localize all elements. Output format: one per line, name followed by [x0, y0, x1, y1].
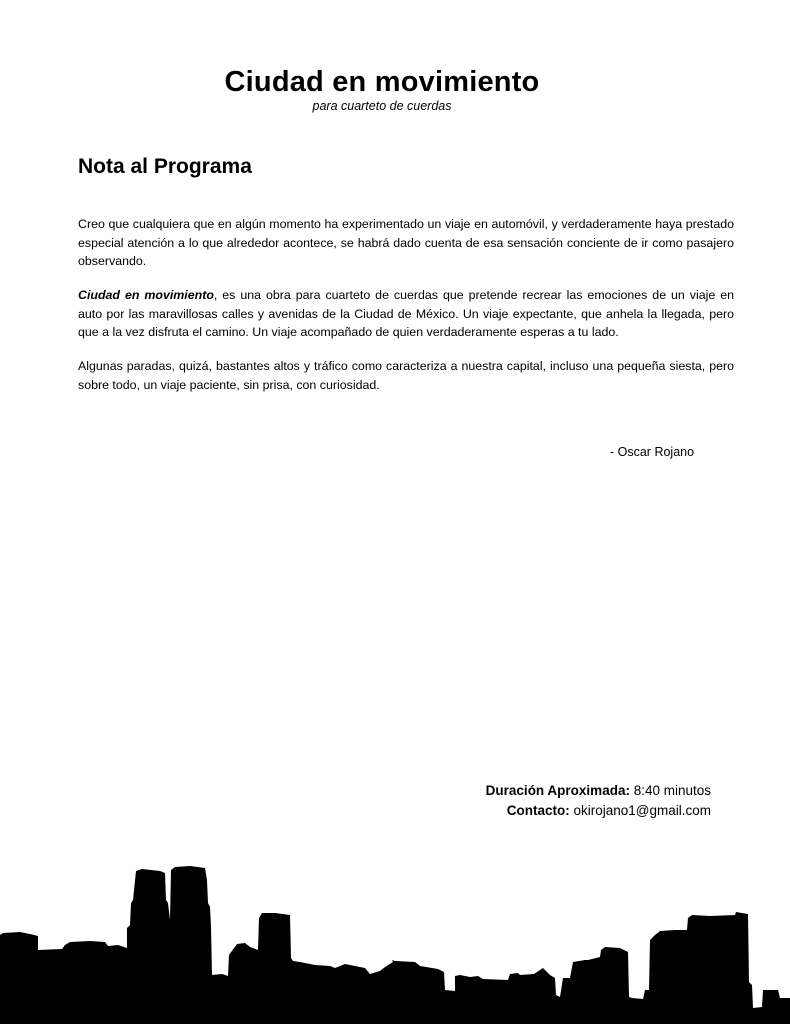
city-skyline-silhouette: [0, 850, 790, 1024]
paragraph-1: [78, 215, 734, 271]
paragraph-3: [78, 357, 734, 394]
document-title: Ciudad en movimiento: [224, 66, 540, 98]
document-subtitle: para cuarteto de cuerdas: [312, 99, 452, 113]
contact-line: [420, 801, 711, 821]
duration-line: [420, 781, 711, 801]
section-heading: Nota al Programa: [78, 155, 252, 178]
paragraph-3-text: Algunas paradas, quizá, bastantes altos y tráfico como caracteriza a nuestra capital, incluso una pequeña siesta, pero sobre todo, un viaje paciente, sin prisa, con curiosidad.: [78, 359, 734, 392]
contact-value: okirojano1@gmail.com: [569, 803, 711, 818]
paragraph-1-text: Creo que cualquiera que en algún momento ha experimentado un viaje en automóvil, y verdaderamente haya prestado especial atención a lo que alrededor acontece, se habrá dado cuenta de esa sensación conciente de ir como pasajero observando.: [78, 217, 734, 268]
paragraph-2: [78, 286, 734, 342]
duration-value: 8:40 minutos: [629, 783, 711, 798]
author-signature: - Oscar Rojano: [610, 445, 695, 459]
work-title-emphasis: Ciudad en movimiento: [78, 288, 214, 302]
duration-label: Duración Aproximada:: [485, 783, 630, 798]
skyline-shape: [0, 866, 790, 1024]
contact-label: Contacto:: [506, 803, 570, 818]
paragraph-2-text: , es una obra para cuarteto de cuerdas que pretende recrear las emociones de un viaje en auto por las maravillosas calles y avenidas de la Ciudad de México. Un viaje expectante, que anhela la llegada, pero que a la vez disfruta el camino. Un viaje acompañado de quien verdaderamente esperas a tu lado.: [78, 288, 734, 339]
